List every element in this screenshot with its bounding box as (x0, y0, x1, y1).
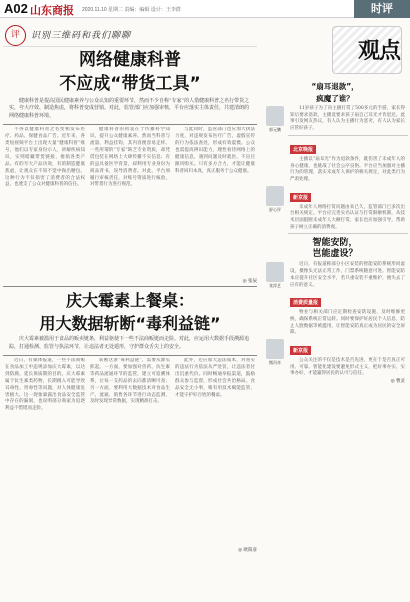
article-health-title-2: 不应成“带货工具” (59, 74, 201, 94)
commentary-1-text: 11岁孩子为了向主播打赏了500多元的手游，家长得知后要求退款，主播竟要求孩子扇自己耳光才肯退还。此事引发网友热议，有人认为主播行为恶劣，有人认为家长应管好孩子。 (290, 106, 405, 132)
column-hero (262, 22, 408, 80)
article-health-columns (3, 127, 257, 277)
issue-meta: 2020.11.10 星期二 责编：编辑 设计：王李群 (82, 7, 181, 13)
author-photo (266, 106, 284, 126)
mid-title-2: 岂能虚设？ (312, 249, 358, 260)
signature: ◎ 曹灵 (390, 379, 405, 385)
article-food-byline: ◎ 欧阳彦 (238, 548, 257, 554)
banner (3, 22, 257, 47)
author-name: 熊丙奇 (269, 360, 281, 366)
top-title-2: 疯魔了谁？ (316, 94, 354, 103)
author-avatar (264, 186, 286, 213)
article-health-lead: 健康科普是提高国民健康素养与公众认知的重要环节，然而不少自称“专家”的人借健康科普之名行带货之实，夸大疗效、制造焦虑，将科普变成营销。对此，监管部门应加强审核，平台应落实主体责任，共建清朗的网络健康科普环境。 (9, 98, 250, 119)
commentary-2-text: 主播以“扇耳光”作为退款条件，既伤害了未成年人的身心健康，也挑战了社会公序良俗。平台应当加强对主播行为的管理，落实未成年人保护的相关规定，对此类行为严肃处理。 (290, 156, 405, 182)
top-title-1: “扇耳退款”， (311, 82, 359, 91)
divider (3, 286, 257, 287)
commentary-4-text: 近日，有报道称部分小区安装的智能安防系统形同虚设，摄像头无法正常工作，门禁系统随意可进。智能安防本应提升社区安全水平，若只重安装不重维护，便失去了应有的意义。 (290, 262, 405, 288)
source-tag: 北京晚报 (290, 145, 316, 154)
article-food-columns (3, 358, 257, 546)
author-avatar (264, 262, 286, 289)
article-health-col-2: 健康科普的初衷在于传播科学知识，提升公众健康素养。然而当科普与流量、利益挂钩，其内容便容易走样。一些所谓的“专家”缺乏专业资质，却凭借包装在网络上大肆传播不实信息；有的虽具备医学背景，却利用专业身份为商品背书，误导消费者。对此，平台须履行审核责任，对账号资质进行核验，对带货行为进行规范。 (90, 127, 170, 188)
author-photo (266, 186, 284, 206)
author-avatar (264, 106, 286, 133)
article-food-title-1: 庆大霉素上餐桌： (65, 291, 194, 311)
author-name: 张淳艺 (269, 283, 281, 289)
right-column (262, 22, 408, 600)
divider (3, 355, 257, 356)
divider (3, 124, 257, 125)
article-health-col-1: 不得以健康科普之名变相发布医疗、药品、保健食品广告。近年来，各类短视频平台上出现大量“健康科普”账号，他们以专家身份示人，讲解疾病知识，实则暗藏带货链接，推销各类产品。有的夸大产品功效，有的制造健康焦虑，让观众在不知不觉中掏出腰包。这种行为不仅损害了消费者的合法权益，也透支了公众对健康科普的信任。 (5, 127, 85, 188)
commentary-4 (262, 260, 408, 289)
paper-name: 山东商报 (30, 5, 74, 17)
commentary-6 (262, 337, 408, 378)
article-food-col-2: 斩断这条“毒利益链”，需要从源头抓起。一方面，要加强对兽药、抗生素等药品流通环节的监管，建立可追溯体系，让每一支药品的去向都清晰可查；另一方面，要利用大数据技术对食品生产、流通、销售各环节进行动态监测，及时发现异常数据，实现精准打击。 (90, 358, 170, 405)
author-photo (266, 339, 284, 359)
author-photo (266, 262, 284, 282)
commentary-6-text: 公众关注的不仅是技术是否先进，更在于是否真正可用、可靠。智能化建设要避免形式主义，把好事办实、实事办好，才能赢得居民的认可与信任。 (290, 358, 405, 377)
mid-title-1: 智能安防， (312, 238, 358, 249)
article-health-title-1: 网络健康科普 (79, 50, 181, 70)
source-tag: 消费质量报 (290, 298, 321, 307)
article-health-col-3: 与此同时，监管部门也应加大执法力度，对违规发布医疗广告、虚假宣传的行为依法查处，形成有效震慑。公众也需提高辨识能力，理性看待网络上的健康信息，遇到问题及时就医，不盲目跟风购买。只有多方合力，才能让健康科普回归本真，真正服务于公众健康。 (175, 127, 255, 174)
author-avatar (264, 339, 286, 366)
divider (288, 135, 408, 136)
masthead (0, 0, 410, 18)
article-food-col-1: 近日，有媒体报道，一些不法商贩在食品加工中违规添加庆大霉素，以达到防腐、延长保质期的目的。庆大霉素属于抗生素类药物，长期摄入可能导致耳毒性、肾毒性等问题，对人体健康危害极大。这一现象暴露出食品安全监管中存在的漏洞，也说明部分商家为追逐利益不惜铤而走险。 (5, 358, 85, 412)
commentary-5-text: 物业与相关部门应定期检查安防设施，及时维修更换，确保系统正常运转。同时要保护好居民个人信息，防止人脸数据等被滥用，让智能安防真正成为居民的安全屏障。 (290, 310, 405, 336)
hero-title: 观点 (357, 39, 400, 64)
source-tag: 新京报 (290, 346, 311, 355)
page-number: A02 (4, 1, 28, 16)
article-health-byline: ◎ 张辰 (242, 279, 257, 285)
author-name: 郭元鹏 (269, 127, 281, 132)
article-food-col-3: 此外，还应加大违法成本，对查实的违法行为依法从严处罚，让违法者付出沉重代价。同时畅通举报渠道，鼓励群众参与监督，形成社会共治格局。食品安全无小事，唯有用技术赋能监管，才能守护好百姓的餐桌。 (175, 358, 255, 398)
article-food (3, 291, 257, 553)
divider (288, 233, 408, 234)
left-column (3, 22, 257, 600)
article-health (3, 50, 257, 284)
commentary-3 (262, 184, 408, 232)
commentary-3-text: 未成年人网络打赏问题由来已久，监管部门已多次出台相关规定。平台应完善实名认证与打赏限额机制，从技术层面阻断未成年人大额打赏，家长也应加强引导，帮助孩子树立正确的消费观。 (290, 204, 405, 230)
section-label: 时评 (354, 0, 410, 18)
banner-slogan: 识别三维码和我们聊聊 (31, 31, 132, 41)
commentary-1 (262, 104, 408, 133)
author-name: 舒心评 (269, 206, 281, 212)
article-food-lead: 庆大霉素被滥用于食品的贩卖链条，利益驱使下一些不法商贩铤而走险。对此，应运用大数据手段溯源追踪，打通检测、监管与执法环节，让违法者无处遁形，守护群众舌尖上的安全。 (9, 336, 250, 350)
article-food-title-2: 用大数据斩断“毒利益链” (39, 314, 221, 334)
source-tag: 新京报 (290, 193, 311, 202)
seal-icon: 评 (5, 25, 26, 46)
